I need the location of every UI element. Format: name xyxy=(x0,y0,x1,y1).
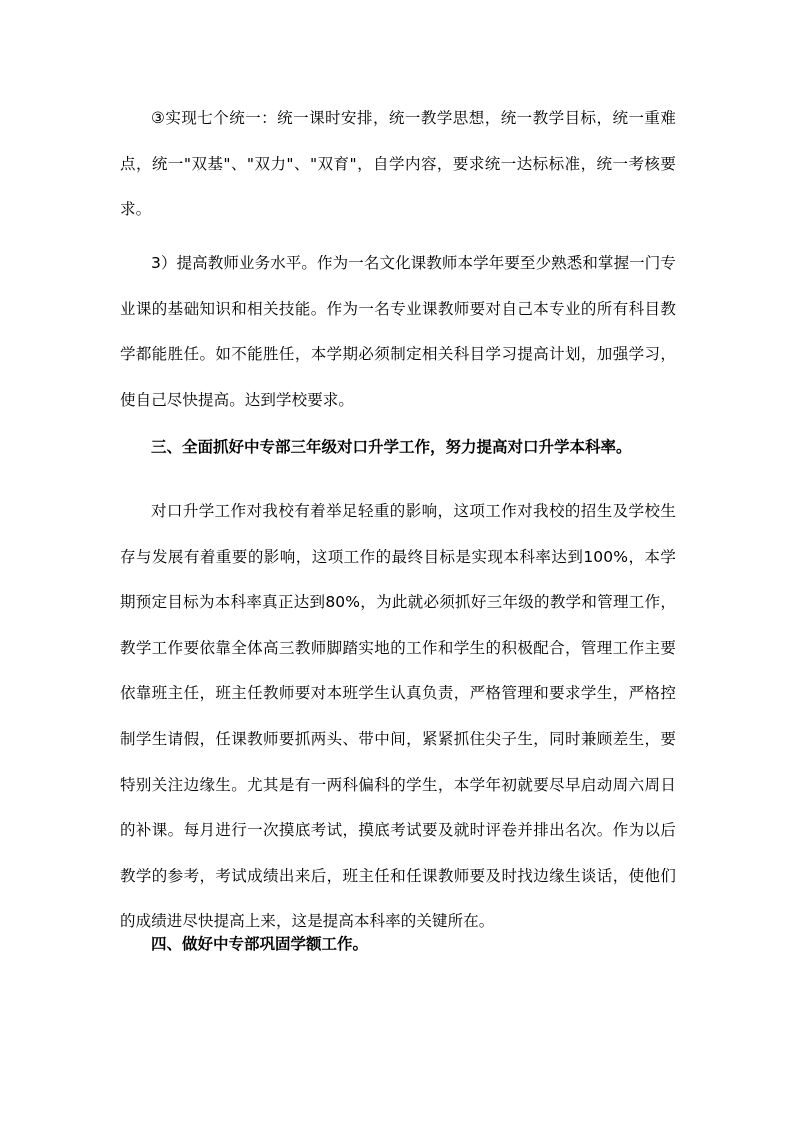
section-heading-three: 三、全面抓好中专部三年级对口升学工作，努力提高对口升学本科率。 xyxy=(151,438,632,456)
section-heading-four: 四、做好中专部巩固学额工作。 xyxy=(151,935,369,953)
paragraph-teacher-skills: 3）提高教师业务水平。作为一名文化课教师本学年要至少熟悉和掌握一门专业课的基础知识和相关技能。作为一名专业课教师要对自己本专业的所有科目教学都能胜任。如不能胜任，本学期必须制定相关科目学习提高计划，加强学习，使自己尽快提高。达到学校要求。 xyxy=(120,254,676,409)
paragraph-admission-work: 对口升学工作对我校有着举足轻重的影响，这项工作对我校的招生及学校生存与发展有着重要的影响，这项工作的最终目标是实现本科率达到100%，本学期预定目标为本科率真正达到80%，为此就必须抓好三年级的教学和管理工作，教学工作要依靠全体高三教师脚踏实地的工作和学生的积极配合，管理工作主要依靠班主任，班主任教师要对本班学生认真负责，严格管理和要求学生，严格控制学生请假，任课教师要抓两头、带中间，紧紧抓住尖子生，同时兼顾差生，要特别关注边缘生。尤其是有一两科偏科的学生，本学年初就要尽早启动周六周日的补课。每月进行一次摸底考试，摸底考试要及就时评卷并排出名次。作为以后教学的参考，考试成绩出来后，班主任和任课教师要及时找边缘生谈话，使他们的成绩进尽快提高上来，这是提高本科率的关键所在。 xyxy=(120,502,676,931)
paragraph-seven-unifications: ③实现七个统一：统一课时安排，统一教学思想，统一教学目标，统一重难点，统一"双基"、"双力"、"双育"，自学内容，要求统一达标标准，统一考核要求。 xyxy=(120,109,676,219)
